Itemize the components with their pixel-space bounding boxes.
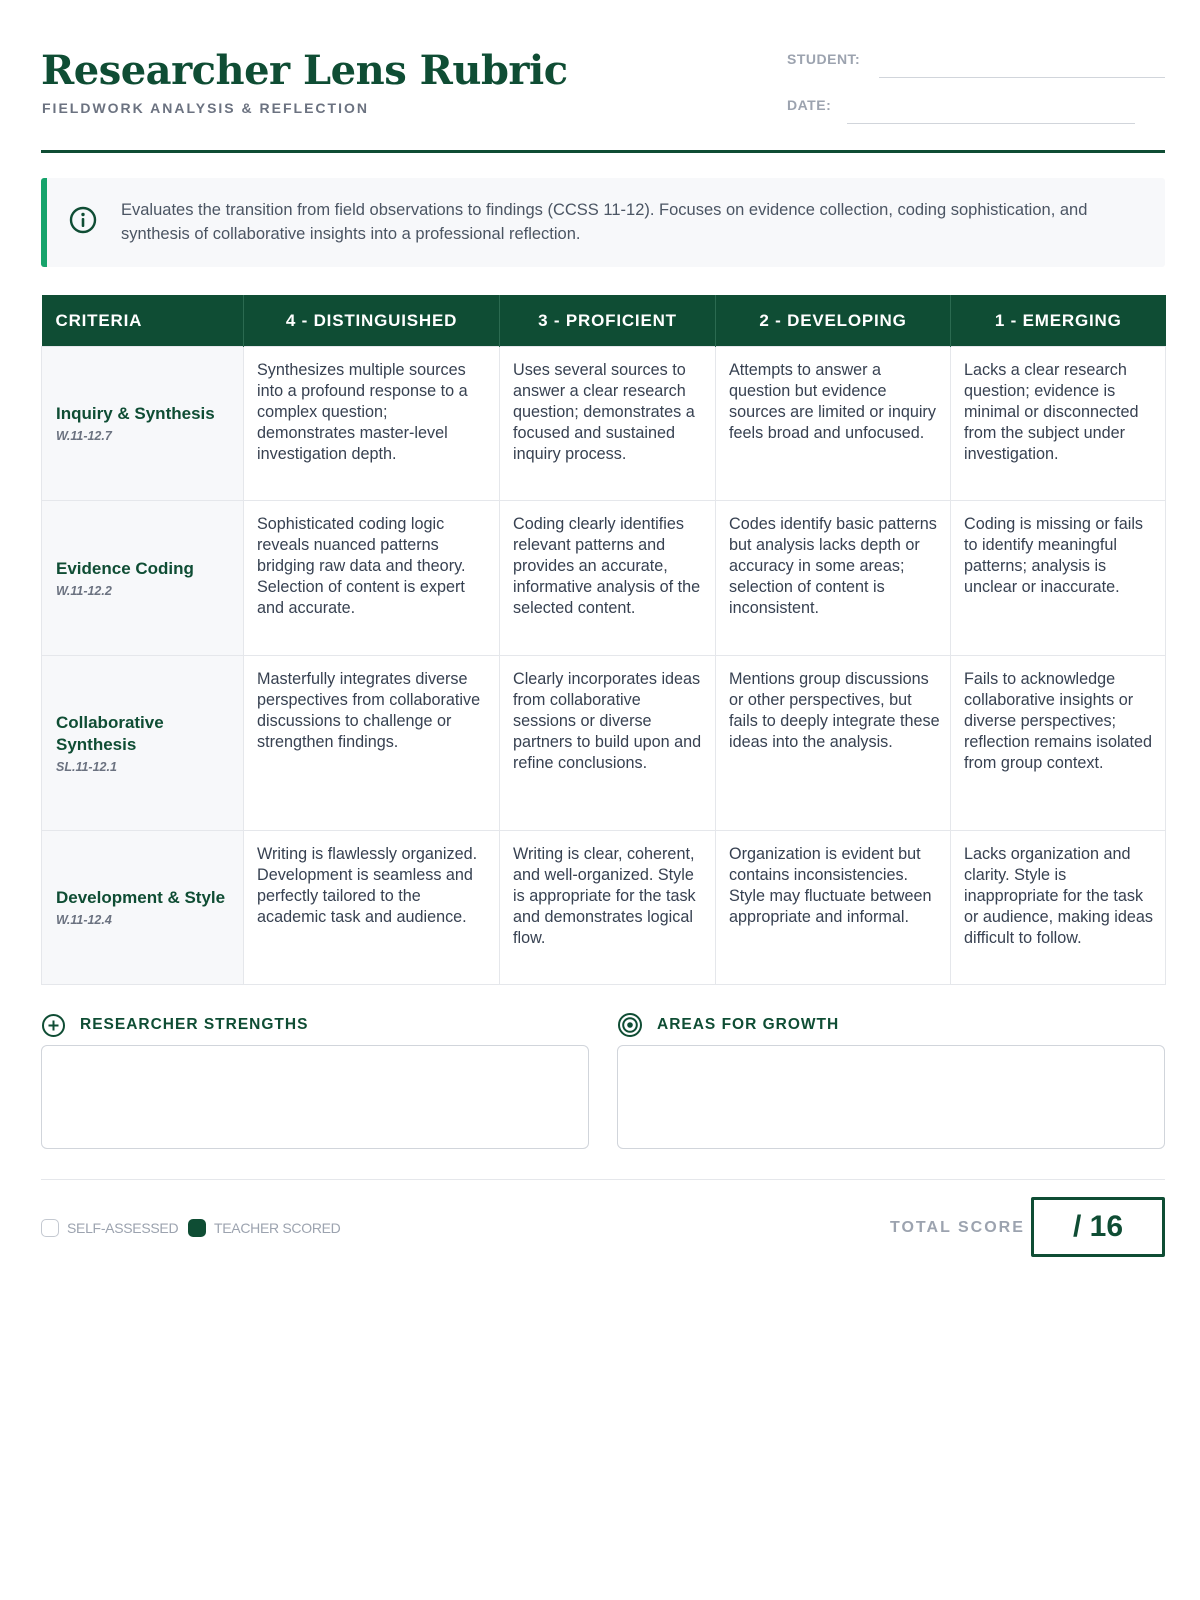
description-text: Evaluates the transition from field observations to findings (CCSS 11-12). Focuses on evidence collection, coding sophistication, and synthesis of collaborative insights into a professional reflection. bbox=[121, 201, 1088, 243]
criterion-cell bbox=[42, 347, 244, 501]
criterion-name: Development & Style bbox=[56, 888, 226, 907]
table-row bbox=[42, 831, 1166, 985]
plus-circle-icon bbox=[41, 1013, 66, 1038]
strengths-heading bbox=[41, 1012, 308, 1038]
target-icon bbox=[617, 1012, 643, 1038]
level-1-cell[interactable]: Fails to acknowledge collaborative insights or diverse perspectives; reflection remains isolated from group context. bbox=[951, 656, 1166, 831]
growth-heading bbox=[617, 1012, 839, 1038]
level-2-cell[interactable]: Codes identify basic patterns but analysis lacks depth or accuracy in some areas; selection of content is inconsistent. bbox=[716, 501, 951, 656]
criterion-standard: W.11-12.7 bbox=[56, 429, 112, 443]
growth-textbox[interactable] bbox=[617, 1045, 1165, 1149]
header bbox=[41, 40, 1165, 153]
level-3-cell[interactable]: Uses several sources to answer a clear research question; demonstrates a focused and sustained inquiry process. bbox=[500, 347, 716, 501]
criterion-name: Collaborative Synthesis bbox=[56, 712, 164, 754]
level-3-cell[interactable]: Writing is clear, coherent, and well-organized. Style is appropriate for the task and demonstrates logical flow. bbox=[500, 831, 716, 985]
page-subtitle: FIELDWORK ANALYSIS & REFLECTION bbox=[42, 100, 369, 116]
student-label: STUDENT: bbox=[787, 51, 861, 67]
criterion-name: Inquiry & Synthesis bbox=[56, 404, 215, 423]
criterion-cell bbox=[42, 656, 244, 831]
date-field[interactable] bbox=[847, 123, 1135, 124]
criterion-cell bbox=[42, 831, 244, 985]
level-2-cell[interactable]: Attempts to answer a question but evidence sources are limited or inquiry feels broad and unfocused. bbox=[716, 347, 951, 501]
level-3-cell[interactable]: Clearly incorporates ideas from collaborative sessions or diverse partners to build upon and refine conclusions. bbox=[500, 656, 716, 831]
criterion-cell bbox=[42, 501, 244, 656]
level-1-cell[interactable]: Lacks a clear research question; evidence is minimal or disconnected from the subject under investigation. bbox=[951, 347, 1166, 501]
growth-label: AREAS FOR GROWTH bbox=[657, 1016, 840, 1033]
self-assessed-checkbox[interactable] bbox=[41, 1219, 59, 1237]
teacher-scored-label: TEACHER SCORED bbox=[214, 1220, 341, 1236]
criterion-standard: SL.11-12.1 bbox=[56, 759, 117, 774]
rubric-table bbox=[41, 295, 1166, 985]
total-score-box[interactable]: / 16 bbox=[1031, 1197, 1165, 1257]
header-distinguished: 4 - DISTINGUISHED bbox=[244, 295, 500, 347]
table-row bbox=[42, 656, 1166, 831]
header-criteria: CRITERIA bbox=[42, 295, 244, 347]
teacher-scored-checkbox[interactable] bbox=[188, 1219, 206, 1237]
strengths-label: RESEARCHER STRENGTHS bbox=[80, 1016, 309, 1033]
date-label: DATE: bbox=[787, 97, 832, 113]
criterion-standard: W.11-12.2 bbox=[56, 583, 112, 598]
self-assessed-option[interactable] bbox=[41, 1219, 178, 1237]
level-4-cell[interactable]: Sophisticated coding logic reveals nuanced patterns bridging raw data and theory. Selection of content is expert and accurate. bbox=[244, 501, 500, 656]
teacher-scored-option[interactable] bbox=[188, 1219, 340, 1237]
level-1-cell[interactable]: Lacks organization and clarity. Style is inappropriate for the task or audience, making ideas difficult to follow. bbox=[951, 831, 1166, 985]
table-row bbox=[42, 347, 1166, 501]
level-3-cell[interactable]: Coding clearly identifies relevant patterns and provides an accurate, informative analysis of the selected content. bbox=[500, 501, 716, 656]
header-developing: 2 - DEVELOPING bbox=[716, 295, 951, 347]
criterion-standard: W.11-12.4 bbox=[56, 913, 112, 927]
level-2-cell[interactable]: Mentions group discussions or other perspectives, but fails to deeply integrate these ideas into the analysis. bbox=[716, 656, 951, 831]
header-proficient: 3 - PROFICIENT bbox=[500, 295, 716, 347]
table-header-row bbox=[42, 295, 1166, 347]
student-field[interactable] bbox=[879, 77, 1165, 78]
level-4-cell[interactable]: Masterfully integrates diverse perspectives from collaborative discussions to challenge or strengthen findings. bbox=[244, 656, 500, 831]
header-emerging: 1 - EMERGING bbox=[951, 295, 1166, 347]
description-box bbox=[41, 178, 1165, 267]
total-score-label: TOTAL SCORE bbox=[890, 1219, 1025, 1236]
criterion-name: Evidence Coding bbox=[56, 558, 194, 578]
self-assessed-label: SELF-ASSESSED bbox=[67, 1220, 179, 1236]
level-1-cell[interactable]: Coding is missing or fails to identify meaningful patterns; analysis is unclear or inaccurate. bbox=[951, 501, 1166, 656]
info-circle-icon bbox=[69, 206, 97, 234]
level-2-cell[interactable]: Organization is evident but contains inconsistencies. Style may fluctuate between appropriate and informal. bbox=[716, 831, 951, 985]
strengths-textbox[interactable] bbox=[41, 1045, 589, 1149]
level-4-cell[interactable]: Writing is flawlessly organized. Development is seamless and perfectly tailored to the academic task and audience. bbox=[244, 831, 500, 985]
page-title: Researcher Lens Rubric bbox=[41, 47, 568, 94]
table-row bbox=[42, 501, 1166, 656]
level-4-cell[interactable]: Synthesizes multiple sources into a profound response to a complex question; demonstrates master-level investigation depth. bbox=[244, 347, 500, 501]
footer-divider bbox=[41, 1179, 1165, 1180]
